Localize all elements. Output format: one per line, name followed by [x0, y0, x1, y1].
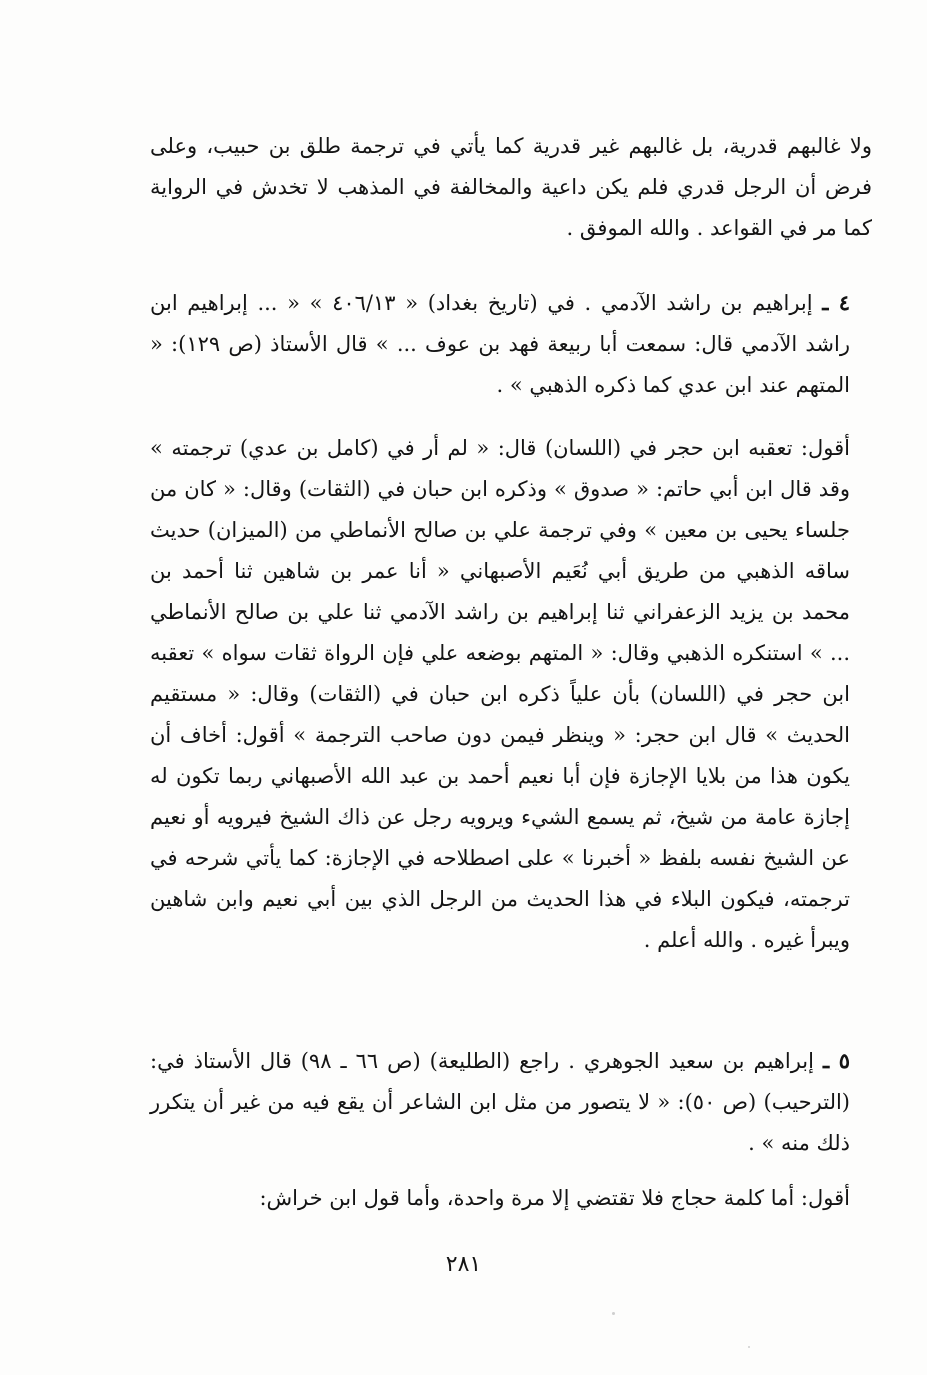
entry-4-ibrahim-ibn-rashid: [150, 282, 872, 406]
paragraph-hajjaj: [150, 1178, 872, 1219]
entry-number: ٥ ـ: [822, 1048, 850, 1073]
entry-body: إبراهيم بن سعيد الجوهري . راجع (الطليعة) (ص ٦٦ ـ ٩٨) قال الأستاذ في: (الترحيب) (ص ٥٠): « لا يتصور من مثل ابن الشاعر أن يقع فيه من غير أن يتكرر ذلك منه » .: [150, 1049, 850, 1155]
entry-number: ٤ ـ: [822, 290, 850, 315]
entry-text: [150, 1040, 872, 1164]
entry-text: [150, 282, 872, 406]
paragraph-text: أقول: أما كلمة حجاج فلا تقتضي إلا مرة واحدة، وأما قول ابن خراش:: [259, 1186, 850, 1210]
paper-speck: [612, 1312, 615, 1315]
paragraph-ibn-hajar-response: [150, 428, 872, 961]
paragraph-qadariyya: [150, 126, 872, 249]
entry-5-ibrahim-ibn-said: [150, 1040, 872, 1164]
paragraph-text: ولا غالبهم قدرية، بل غالبهم غير قدرية كما يأتي في ترجمة طلق بن حبيب، وعلى فرض أن الرجل قدري فلم يكن داعية والمخالفة في المذهب لا تخدش في الرواية كما مر في القواعد . والله الموفق .: [150, 134, 872, 240]
paper-speck: [748, 1346, 750, 1348]
paragraph-text: أقول: تعقبه ابن حجر في (اللسان) قال: « لم أر في (كامل بن عدي) ترجمته » وقد قال ابن أبي حاتم: « صدوق » وذكره ابن حبان في (الثقات) وقال: « كان من جلساء يحيى بن معين » وفي ترجمة علي بن صالح الأنماطي من (الميزان) حديث ساقه الذهبي من طريق أبي نُعَيم الأصبهاني « أنا عمر بن شاهين ثنا أحمد بن محمد بن يزيد الزعفراني ثنا إبراهيم بن راشد الآدمي ثنا علي بن صالح الأنماطي ... » استنكره الذهبي وقال: « المتهم بوضعه علي فإن الرواة ثقات سواه » تعقبه ابن حجر في (اللسان) بأن علياً ذكره ابن حبان في (الثقات) وقال: « مستقيم الحديث » قال ابن حجر: « وينظر فيمن دون صاحب الترجمة » أقول: أخاف أن يكون هذا من بلايا الإجازة فإن أبا نعيم أحمد بن عبد الله الأصبهاني ربما تكون له إجازة عامة من شيخ، ثم يسمع الشيء ويرويه رجل عن ذاك الشيخ فيرويه أو نعيم عن الشيخ نفسه بلفظ « أخبرنا » على اصطلاحه في الإجازة: كما يأتي شرحه في ترجمته، فيكون البلاء في هذا الحديث من الرجل الذي بين أبي نعيم وابن شاهين ويبرأ غيره . والله أعلم .: [150, 436, 850, 952]
entry-body: إبراهيم بن راشد الآدمي . في (تاريخ بغداد) « ٤٠٦/١٣ » « ... إبراهيم ابن راشد الآدمي قال: سمعت أبا ربيعة فهد بن عوف ... » قال الأستاذ (ص ١٢٩): « المتهم عند ابن عدي كما ذكره الذهبي » .: [150, 291, 850, 397]
page-number: ٢٨١: [445, 1252, 482, 1277]
